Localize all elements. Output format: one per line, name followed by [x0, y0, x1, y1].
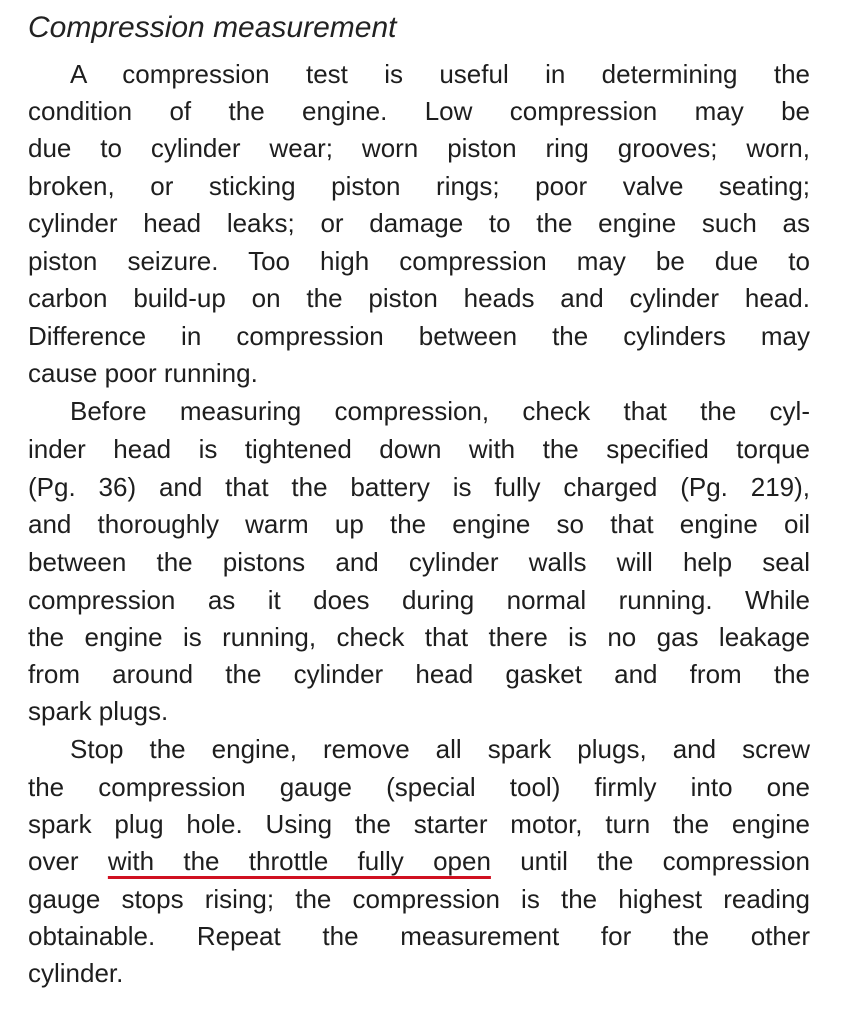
paragraph-2-line-8: from around the cylinder head gasket and from the [28, 659, 810, 689]
highlighted-phrase: with the throttle fully open [107, 846, 491, 876]
paragraph-1-line-8: Difference in compression between the cylinders may [28, 321, 810, 351]
paragraph-1-line-1: A compression test is useful in determining the [70, 59, 810, 89]
paragraph-1-line-6: piston seizure. Too high compression may be due to [28, 246, 810, 276]
paragraph-3-line-5: gauge stops rising; the compression is the highest reading [28, 884, 810, 914]
paragraph-1-line-2: condition of the engine. Low compression may be [28, 96, 810, 126]
paragraph-3-line-2: the compression gauge (special tool) firmly into one [28, 772, 810, 802]
paragraph-2-line-4: and thoroughly warm up the engine so that engine oil [28, 509, 810, 539]
paragraph-2-line-1: Before measuring compression, check that the cyl- [70, 396, 810, 426]
paragraph-2-line-3: (Pg. 36) and that the battery is fully charged (Pg. 219), [28, 472, 810, 502]
paragraph-3-line-7: cylinder. [28, 958, 124, 988]
paragraph-2-line-7: the engine is running, check that there is no gas leakage [28, 622, 810, 652]
paragraph-3-line-4 [28, 843, 810, 880]
paragraph-3-line-6: obtainable. Repeat the measurement for the other [28, 921, 810, 951]
paragraph-1-line-7: carbon build-up on the piston heads and cylinder head. [28, 283, 810, 313]
paragraph-1-line-4: broken, or sticking piston rings; poor valve seating; [28, 171, 810, 201]
paragraph-3-line-1: Stop the engine, remove all spark plugs, and screw [70, 734, 810, 764]
paragraph-2-line-6: compression as it does during normal running. While [28, 585, 810, 615]
paragraph-1-line-9: cause poor running. [28, 358, 258, 388]
line-text-after: until the compression [520, 846, 810, 876]
paragraph-1-line-3: due to cylinder wear; worn piston ring grooves; worn, [28, 133, 810, 163]
paragraph-1-line-5: cylinder head leaks; or damage to the engine such as [28, 208, 810, 238]
paragraph-2-line-2: inder head is tightened down with the specified torque [28, 434, 810, 464]
paragraph-3-line-3: spark plug hole. Using the starter motor, turn the engine [28, 809, 810, 839]
paragraph-2-line-5: between the pistons and cylinder walls will help seal [28, 547, 810, 577]
section-title: Compression measurement [28, 11, 397, 44]
paragraph-2-line-9: spark plugs. [28, 696, 169, 726]
line-text-before: over [28, 846, 79, 876]
